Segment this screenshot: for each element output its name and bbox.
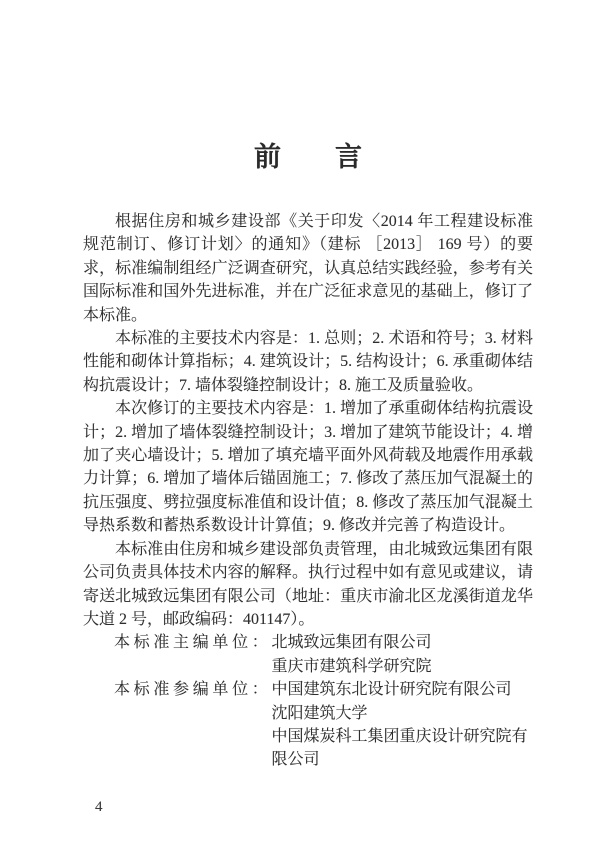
page-number: 4 — [95, 799, 103, 815]
paragraph-main-contents: 本标准的主要技术内容是：1. 总则；2. 术语和符号；3. 材料性能和砌体计算指标；4. 建筑设计；5. 结构设计；6. 承重砌体结构抗震设计；7. 墙体裂缝控制设计；8. 施工及质量验收。 — [83, 330, 533, 394]
chief-editor-label: 本标准主编单位： — [114, 634, 272, 652]
paragraph-basis: 根据住房和城乡建设部《关于印发〈2014 年工程建设标准规范制订、修订计划〉的通知》（建标 ［2013］ 169 号）的要求，标准编制组经广泛调查研究，认真总结实践经验，参考有关国际标准和国外先进标准，并在广泛征求意见的基础上，修订了本标准。 — [83, 213, 533, 324]
participating-editor-unit: 中国煤炭科工集团重庆设计研究院有限公司 — [271, 727, 528, 769]
paragraph-management: 本标准由住房和城乡建设部负责管理，由北城致远集团有限公司负责具体技术内容的解释。执行过程中如有意见或建议，请寄送北城致远集团有限公司（地址：重庆市渝北区龙溪街道龙华大道 2 号，邮政编码：401147）。 — [83, 540, 533, 628]
page-title: 前 言 — [254, 142, 362, 172]
participating-editor-units — [271, 678, 533, 772]
participating-editor-label: 本标准参编单位： — [114, 681, 272, 699]
chief-editor-unit: 重庆市建筑科学研究院 — [271, 657, 432, 675]
chief-editor-row — [83, 631, 533, 678]
participating-editor-unit: 沈阳建筑大学 — [271, 704, 368, 722]
participating-editor-row — [83, 678, 533, 772]
editing-organizations — [83, 631, 533, 771]
chief-editor-units — [271, 631, 533, 678]
page-content — [83, 140, 533, 772]
participating-editor-unit: 中国建筑东北设计研究院有限公司 — [271, 681, 512, 699]
chief-editor-unit: 北城致远集团有限公司 — [271, 634, 432, 652]
paragraph-revision-contents: 本次修订的主要技术内容是：1. 增加了承重砌体结构抗震设计；2. 增加了墙体裂缝控制设计；3. 增加了建筑节能设计；4. 增加了夹心墙设计；5. 增加了填充墙平面外风荷载及地震作用承载力计算；6. 增加了墙体后锚固施工；7. 修改了蒸压加气混凝土的抗压强度、劈拉强度标准值和设计值；8. 修改了蒸压加气混凝土导热系数和蓄热系数设计计算值；9. 修改并完善了构造设计。 — [83, 400, 533, 535]
